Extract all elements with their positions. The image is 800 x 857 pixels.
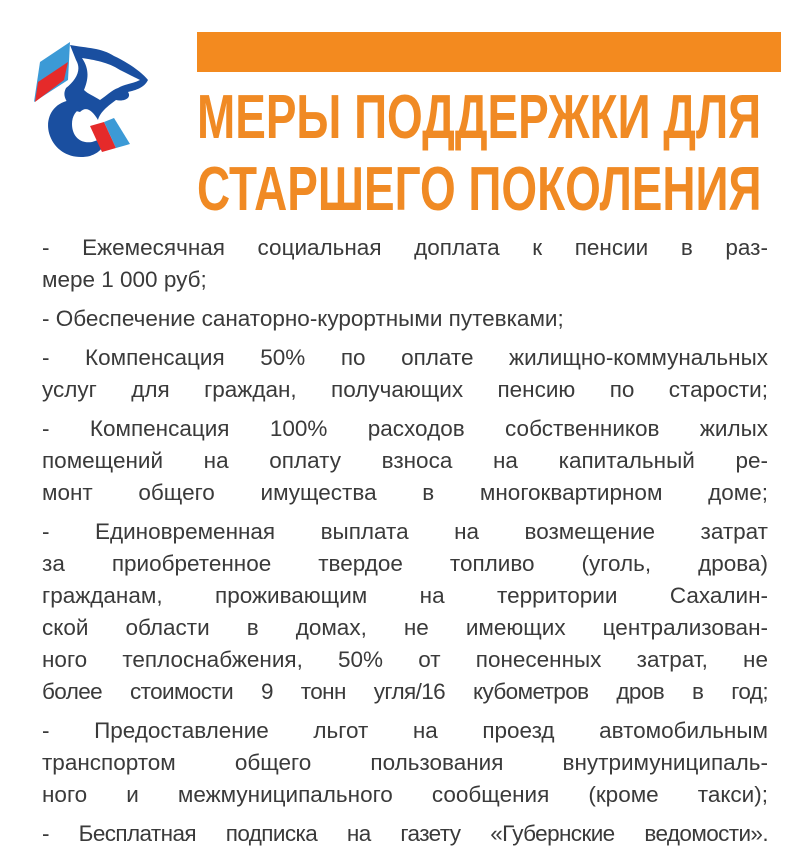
page-title [197,82,762,226]
item-line: мере 1 000 руб; [42,267,207,292]
item-line: транспортом общего пользования внутримуниципаль- [42,750,768,775]
title-line: МЕРЫ ПОДДЕРЖКИ ДЛЯ [197,83,762,152]
list-item [42,516,768,708]
list-item [42,818,768,850]
item-line: - Единовременная выплата на возмещение затрат [42,519,768,544]
list-item [42,232,768,296]
accent-bar [197,32,781,72]
item-line: - Компенсация 50% по оплате жилищно-коммунальных [42,345,768,370]
item-line: более стоимости 9 тонн угля/16 кубометров дров в год; [42,679,768,704]
item-line: ного и межмуниципального сообщения (кроме такси); [42,782,768,807]
party-logo-bear-icon [32,40,152,160]
item-line: - Ежемесячная социальная доплата к пенсии в раз- [42,235,768,260]
item-line: помещений на оплату взноса на капитальный ре- [42,448,768,473]
item-line: ской области в домах, не имеющих централизован- [42,615,768,640]
item-line: гражданам, проживающим на территории Сахалин- [42,583,768,608]
title-line: СТАРШЕГО ПОКОЛЕНИЯ [197,155,762,224]
list-item [42,303,768,335]
item-line: - Предоставление льгот на проезд автомобильным [42,718,768,743]
list-item [42,413,768,509]
list-item [42,342,768,406]
item-line: услуг для граждан, получающих пенсию по старости; [42,377,768,402]
item-line: - Компенсация 100% расходов собственников жилых [42,416,768,441]
support-measures-list [42,232,768,857]
item-line: ного теплоснабжения, 50% от понесенных затрат, не [42,647,768,672]
item-line: монт общего имущества в многоквартирном доме; [42,480,768,505]
item-line: - Бесплатная подписка на газету «Губернские ведомости». [42,821,768,846]
item-line: за приобретенное твердое топливо (уголь, дрова) [42,551,768,576]
item-line: - Обеспечение санаторно-курортными путевками; [42,306,564,331]
list-item [42,715,768,811]
